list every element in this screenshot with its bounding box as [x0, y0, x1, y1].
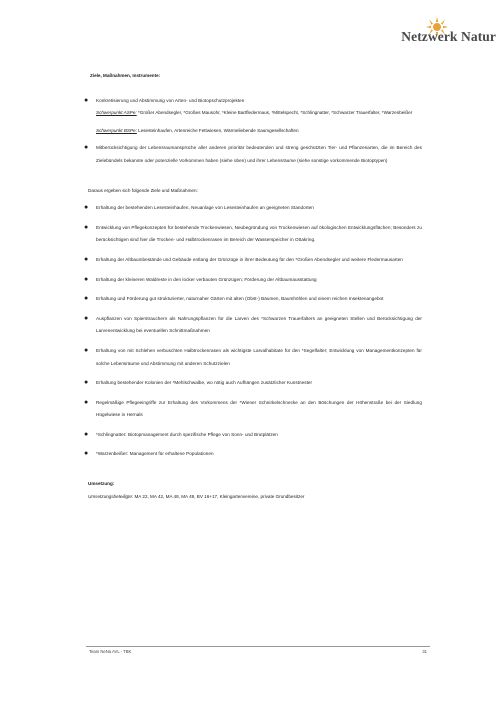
- intro-list: [84, 95, 422, 168]
- implementation-text: MA 22, MA 42, MA 48, MA 49, BV 16+17, Kleingartenvereine, private Grundbesitzer: [133, 493, 305, 499]
- lead-paragraph: Daraus ergeben sich folgende Ziele und Maßnahmen:: [88, 187, 198, 193]
- sub-paragraph-bspe: [94, 125, 422, 138]
- list-item: [84, 448, 422, 461]
- list-item: [84, 142, 422, 167]
- bullet-icon: ●: [84, 204, 89, 212]
- list-item-text: Entwicklung von Pflegekonzepten für bestehende Trockenwiesen, Neubegründung von Trockenwiesen auf ökologischen Entwicklungsflächen; Besonders zu berücksichtigen sind hier die Trocken- und Halbtrockenrasen im Bereich der Wasserspeicher in Ottakring.: [96, 224, 422, 243]
- sub-label-bspe: Schwerpunkt BSPe:: [96, 127, 137, 133]
- list-item: [84, 202, 422, 215]
- netzwerk-natur-logo: [374, 16, 496, 48]
- implementation-label: Umsetzungsbeteiligte:: [88, 493, 134, 499]
- bullet-icon: ●: [84, 96, 89, 104]
- list-item: [84, 95, 422, 138]
- implementation-paragraph: [88, 491, 422, 504]
- bullet-icon: ●: [84, 398, 89, 406]
- list-item-text: Konkretisierung und Abstimmung von Arten- und Biotopschutzprojekten: [96, 97, 245, 103]
- bullet-icon: ●: [84, 295, 89, 303]
- sub-text-bspe: Lesesteinhaufen, Artenreiche Fettwiesen, Wärmeliebende Saumgesellschaften: [136, 127, 299, 133]
- bullet-icon: ●: [84, 379, 89, 387]
- list-item-text: Erhaltung der kleineren Waldreste in den locker verbauten Grünzügen; Förderung der Altbaumausstattung: [96, 276, 317, 282]
- list-item-text: Auspflanzen von Spierstrauchern als Nahrungspflanzen für die Larven des *Schwarzen Trauerfalters an geeigneten Stellen und Berücksichtigung der Larvenentwicklung bei eventuellen Schnittmaßnahmen: [96, 315, 422, 334]
- bullet-icon: ●: [84, 275, 89, 283]
- sub-label-aspe: Schwerpunkt ASPe:: [96, 110, 137, 116]
- brand-name: Netzwerk Natur: [401, 29, 496, 44]
- bullet-icon: ●: [84, 450, 89, 458]
- footer-team: Team NeNa AVL - TBK: [89, 649, 132, 654]
- list-item-text: Erhaltung bestehender Kolonien der *Mehlschwalbe, wo nötig auch Aufhängen zusätzlicher Kunstnester: [96, 380, 313, 386]
- list-item: [84, 397, 422, 422]
- list-item-text: *Schlingnatter: Biotopmanagement durch spezifische Pflege von Sonn- und Brutplätzen: [96, 431, 278, 437]
- list-item-text: Mitberücksichtigung der Lebensraumansprüche aller anderen prioritär bedeutenden und streng geschützten Tier- und Pflanzenarten, die im Bereich des Zielebündels bekannte oder potenzielle Vorkommen haben (siehe oben) und ihrer Lebensräume (siehe sonstige vorkommende Biotoptypen): [96, 145, 422, 163]
- list-item: [84, 345, 422, 370]
- list-item-text: Erhaltung der bestehenden Lesesteinhaufen, Neuanlage von Lesesteinhaufen an geeigneten Standorten: [96, 205, 314, 211]
- page-footer: [86, 646, 430, 654]
- page-number: 31: [422, 649, 427, 654]
- list-item: [84, 293, 422, 306]
- list-item: [84, 222, 422, 247]
- document-body: [84, 68, 422, 503]
- bullet-icon: ●: [84, 144, 89, 152]
- bullet-icon: ●: [84, 314, 89, 322]
- list-item-text: Erhaltung der Altbaumbestände und Gebäude entlang der Grünzüge in ihrer Bedeutung für den *Großen Abendsegler und weitere Fledermausarten: [96, 256, 403, 262]
- sub-text-aspe: *Großer Abendsegler, *Großes Mausohr, *Kleine Bartfledermaus, *Mittelspecht, *Schlingnatter, *Schwarzer Trauerfalter, *Warzenbeißer: [136, 110, 413, 116]
- bullet-icon: ●: [84, 255, 89, 263]
- list-item: [84, 274, 422, 287]
- measures-list: [84, 202, 422, 461]
- list-item-text: *Warzenbeißer: Management für erhaltene Populationen: [96, 451, 214, 457]
- list-item: [84, 377, 422, 390]
- bullet-icon: ●: [84, 346, 89, 354]
- list-item-text: Regelmäßige Pflegeeingriffe zur Erhaltung des Vorkommens der *Wiener Schnirkelschnecke an den Böschungen der Höhenstraße bei der Siedlung Hügelwiese in Hernals: [96, 399, 422, 418]
- section-heading-goals: Ziele, Maßnahmen, Instrumente:: [90, 73, 161, 78]
- list-item-text: Erhaltung und Förderung gut strukturierter, naturnaher Gärten mit alten (Obst-) Bäumen, Baumhöhlen und einem reichen Insektenangebot: [96, 296, 384, 302]
- list-item: [84, 429, 422, 442]
- sub-paragraph-aspe: [94, 107, 422, 120]
- list-item: [84, 254, 422, 267]
- bullet-icon: ●: [84, 430, 89, 438]
- list-item-text: Erhaltung von mit Schlehen verbuschten Halbtrockenrasen als wichtigste Larvalhabitate für den *Segelfalter; Entwicklung von Managementkonzepten für solche Lebensräume und Abstimmung mit anderen Schutzzielen: [96, 347, 422, 366]
- section-heading-implementation: Umsetzung:: [88, 481, 115, 487]
- list-item: [84, 313, 422, 338]
- bullet-icon: ●: [84, 223, 89, 231]
